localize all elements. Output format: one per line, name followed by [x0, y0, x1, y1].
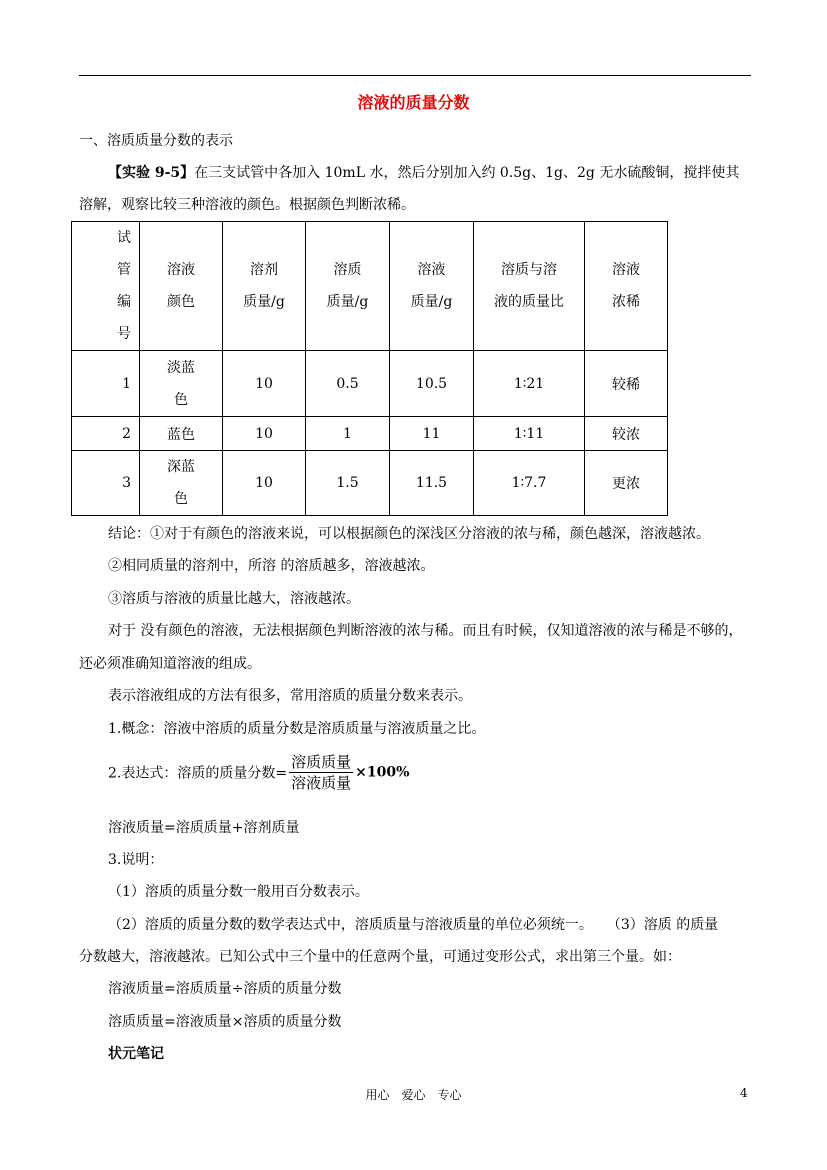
experiment-table [71, 221, 668, 516]
cell-no: 1 [72, 351, 140, 417]
table-header-row [72, 222, 668, 351]
equation-2: 溶质质量=溶液质量×溶质的质量分数 [108, 1014, 342, 1030]
conclusion-3: ③溶质与溶液的质量比越大，溶液越浓。 [108, 591, 360, 607]
cell-color: 蓝色 [140, 417, 223, 451]
experiment-text-1: 在三支试管中各加入 10mL 水，然后分别加入约 0.5g、1g、2g 无水硫酸铜，搅拌使其 [194, 165, 740, 181]
cell-solution: 10.5 [390, 351, 474, 417]
cell-no: 2 [72, 417, 140, 451]
conclusion-2: ②相同质量的溶剂中，所溶 的溶质越多，溶液越浓。 [108, 558, 435, 574]
cell-color: 淡蓝 色 [140, 351, 223, 417]
formula-suffix: ×100% [355, 764, 410, 781]
cell-solute: 1 [306, 417, 390, 451]
experiment-line-1 [108, 162, 739, 182]
solution-mass-equation: 溶液质量=溶质质量+溶剂质量 [108, 820, 300, 836]
page-title: 溶液的质量分数 [357, 93, 470, 112]
experiment-line-2: 溶解，观察比较三种溶液的颜色。根据颜色判断浓稀。 [79, 197, 415, 213]
table-row [72, 451, 668, 516]
header-concentration: 溶液 浓稀 [585, 222, 668, 351]
cell-color: 深蓝 色 [140, 451, 223, 516]
cell-solute: 1.5 [306, 451, 390, 516]
section-heading: 一、溶质质量分数的表示 [79, 133, 233, 149]
cell-ratio: 1∶11 [474, 417, 585, 451]
note-1: （1）溶质的质量分数一般用百分数表示。 [108, 884, 369, 900]
formula [108, 752, 409, 793]
cell-concentration: 较稀 [585, 351, 668, 417]
cell-solution: 11.5 [390, 451, 474, 516]
header-color: 溶液 颜色 [140, 222, 223, 351]
formula-prefix: 2.表达式：溶质的质量分数= [108, 765, 288, 782]
page-footer: 用心 爱心 专心 [365, 1088, 462, 1102]
cell-no: 3 [72, 451, 140, 516]
paragraph-1-line-1: 对于 没有颜色的溶液，无法根据颜色判断溶液的浓与稀。而且有时候，仅知道溶液的浓与稀是不够的， [108, 623, 743, 639]
cell-solvent: 10 [223, 417, 306, 451]
page-number: 4 [740, 1086, 748, 1100]
header-ratio: 溶质与溶 液的质量比 [474, 222, 585, 351]
conclusion-1: 结论：①对于有颜色的溶液来说，可以根据颜色的深浅区分溶液的浓与稀，颜色越深，溶液越浓。 [108, 526, 710, 542]
table-row [72, 417, 668, 451]
note-2-line-2: 分数越大，溶液越浓。已知公式中三个量中的任意两个量，可通过变形公式，求出第三个量。如： [79, 949, 681, 965]
equation-1: 溶液质量=溶质质量÷溶质的质量分数 [108, 981, 342, 997]
cell-solution: 11 [390, 417, 474, 451]
explanation-heading: 3.说明： [108, 852, 164, 868]
header-solute: 溶质 质量/g [306, 222, 390, 351]
cell-solute: 0.5 [306, 351, 390, 417]
header-rule [79, 75, 751, 76]
cell-solvent: 10 [223, 351, 306, 417]
cell-solvent: 10 [223, 451, 306, 516]
formula-numerator: 溶质质量 [291, 753, 352, 771]
cell-ratio: 1∶21 [474, 351, 585, 417]
formula-denominator: 溶液质量 [291, 774, 352, 792]
formula-fraction [289, 752, 353, 793]
cell-concentration: 更浓 [585, 451, 668, 516]
paragraph-1-line-2: 还必须准确知道溶液的组成。 [79, 656, 261, 672]
experiment-tag: 【实验 9-5】 [108, 165, 195, 181]
concept: 1.概念：溶液中溶质的质量分数是溶质质量与溶液质量之比。 [108, 721, 486, 737]
table-row [72, 351, 668, 417]
note-2-line-1: （2）溶质的质量分数的数学表达式中，溶质质量与溶液质量的单位必须统一。 （3）溶质 的质量 [108, 917, 719, 933]
cell-concentration: 较浓 [585, 417, 668, 451]
header-solvent: 溶剂 质量/g [223, 222, 306, 351]
header-solution: 溶液 质量/g [390, 222, 474, 351]
notes-heading: 状元笔记 [108, 1046, 164, 1062]
cell-ratio: 1∶7.7 [474, 451, 585, 516]
paragraph-2: 表示溶液组成的方法有很多，常用溶质的质量分数来表示。 [108, 688, 472, 704]
header-tube-no: 试 管 编 号 [72, 222, 140, 351]
